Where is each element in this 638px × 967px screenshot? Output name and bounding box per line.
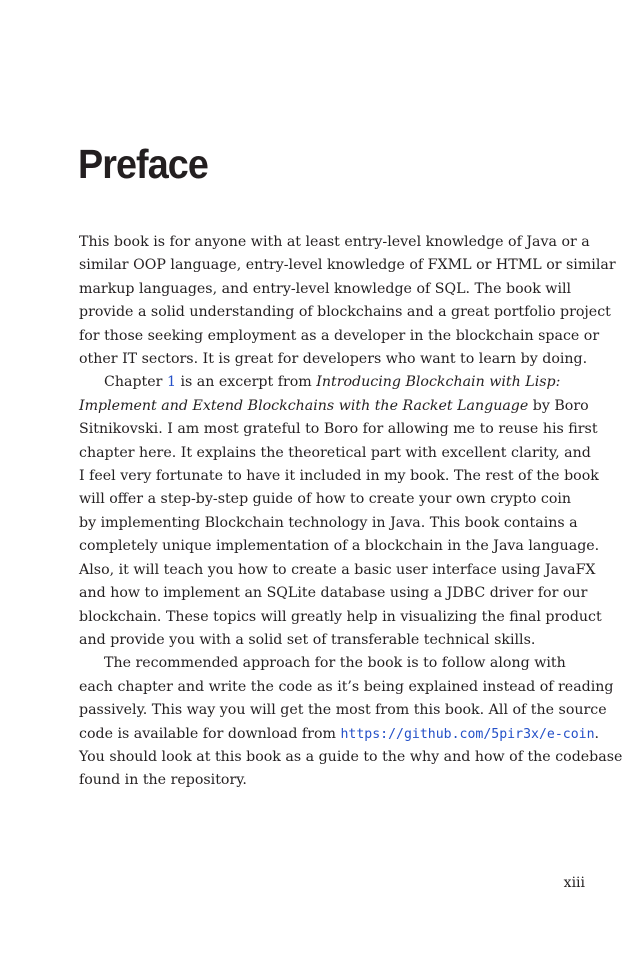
text-line: other IT sectors. It is great for developers who want to learn by doing. [79,351,588,368]
text-line: each chapter and write the code as it’s being explained instead of reading [79,678,614,695]
text-fragment: code is available for download from [79,725,341,742]
paragraph-2 [79,371,602,652]
text-line: by implementing Blockchain technology in Java. This book contains a [79,514,578,531]
page-number: xiii [563,875,585,891]
text-line: similar OOP language, entry-level knowledge of FXML or HTML or similar [79,257,616,274]
text-fragment: is an excerpt from [175,374,317,391]
chapter-1-link[interactable]: 1 [166,374,176,391]
text-line: Sitnikovski. I am most grateful to Boro for allowing me to reuse his first [79,421,598,438]
text-line: and how to implement an SQLite database using a JDBC driver for our [79,585,588,602]
text-line: You should look at this book as a guide to the why and how of the codebase [79,748,623,765]
text-line: for those seeking employment as a developer in the blockchain space or [79,327,600,344]
text-line [79,723,600,746]
text-fragment: by Boro [528,397,589,414]
paragraph-3 [79,652,623,792]
text-line [79,371,585,394]
text-line: markup languages, and entry-level knowledge of SQL. The book will [79,280,572,297]
text-fragment: Chapter [104,374,167,391]
paragraph-1 [79,231,616,371]
text-line: The recommended approach for the book is to follow along with [104,655,566,672]
text-line: and provide you with a solid set of transferable technical skills. [79,631,536,648]
text-line: found in the repository. [79,772,247,789]
text-line: I feel very fortunate to have it included in my book. The rest of the book [79,468,599,485]
text-line: chapter here. It explains the theoretical part with excellent clarity, and [79,444,591,461]
text-line: provide a solid understanding of blockchains and a great portfolio project [79,304,611,321]
preface-body [79,231,623,793]
text-line: passively. This way you will get the most from this book. All of the source [79,702,607,719]
github-repo-link[interactable]: https://github.com/5pir3x/e-coin [340,726,595,742]
text-fragment: . [594,725,600,742]
text-line: blockchain. These topics will greatly help in visualizing the final product [79,608,602,625]
text-line [79,395,589,418]
text-line: completely unique implementation of a blockchain in the Java language. [79,538,600,555]
text-line: Also, it will teach you how to create a basic user interface using JavaFX [79,561,596,578]
page-title: Preface [78,141,208,187]
book-subtitle-italic: Implement and Extend Blockchains with the Racket Language [79,397,529,414]
text-line: This book is for anyone with at least entry-level knowledge of Java or a [79,234,590,250]
book-title-italic: Introducing Blockchain with Lisp: [316,374,561,391]
text-line: will offer a step-by-step guide of how to create your own crypto coin [79,491,572,508]
